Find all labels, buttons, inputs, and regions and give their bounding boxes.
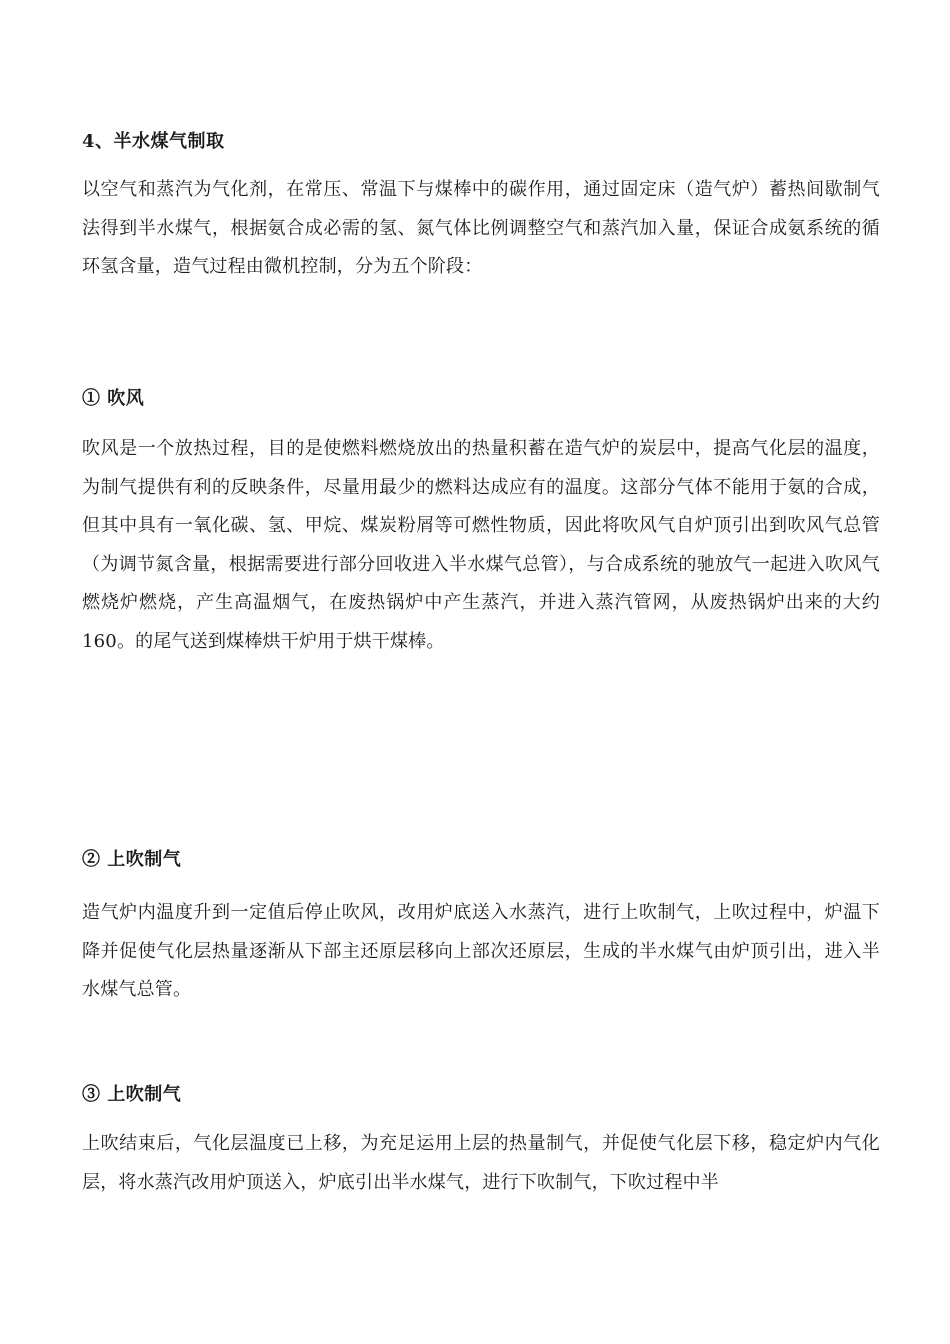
intro-paragraph: 以空气和蒸汽为气化剂，在常压、常温下与煤棒中的碳作用，通过固定床（造气炉）蓄热间歇制气法得到半水煤气，根据氨合成必需的氢、氮气体比例调整空气和蒸汽加入量，保证合成氨系统的循环氢含量，造气过程由微机控制，分为五个阶段： [82,179,880,277]
stage-body-up-run: 造气炉内温度升到一定值后停止吹风，改用炉底送入水蒸汽，进行上吹制气，上吹过程中，炉温下降并促使气化层热量逐渐从下部主还原层移向上部次还原层，生成的半水煤气由炉顶引出，进入半水煤气总管。 [82,902,880,1000]
stage-body-down-run: 上吹结束后，气化层温度已上移，为充足运用上层的热量制气，并促使气化层下移，稳定炉内气化层，将水蒸汽改用炉顶送入，炉底引出半水煤气，进行下吹制气，下吹过程中半 [82,1133,880,1193]
stage-heading-down-run: ③ 上吹制气 [82,1084,182,1105]
stage-heading-blowing: ① 吹风 [82,388,145,409]
section-title: 4、半水煤气制取 [82,131,225,152]
stage-body-blowing: 吹风是一个放热过程，目的是使燃料燃烧放出的热量积蓄在造气炉的炭层中，提高气化层的温度，为制气提供有利的反映条件，尽量用最少的燃料达成应有的温度。这部分气体不能用于氨的合成，但其中具有一氧化碳、氢、甲烷、煤炭粉屑等可燃性物质，因此将吹风气自炉顶引出到吹风气总管（为调节氮含量，根据需要进行部分回收进入半水煤气总管），与合成系统的驰放气一起进入吹风气燃烧炉燃烧，产生高温烟气，在废热锅炉中产生蒸汽，并进入蒸汽管网，从废热锅炉出来的大约160。的尾气送到煤棒烘干炉用于烘干煤棒。 [82,438,880,652]
stage-heading-up-run: ② 上吹制气 [82,849,182,870]
